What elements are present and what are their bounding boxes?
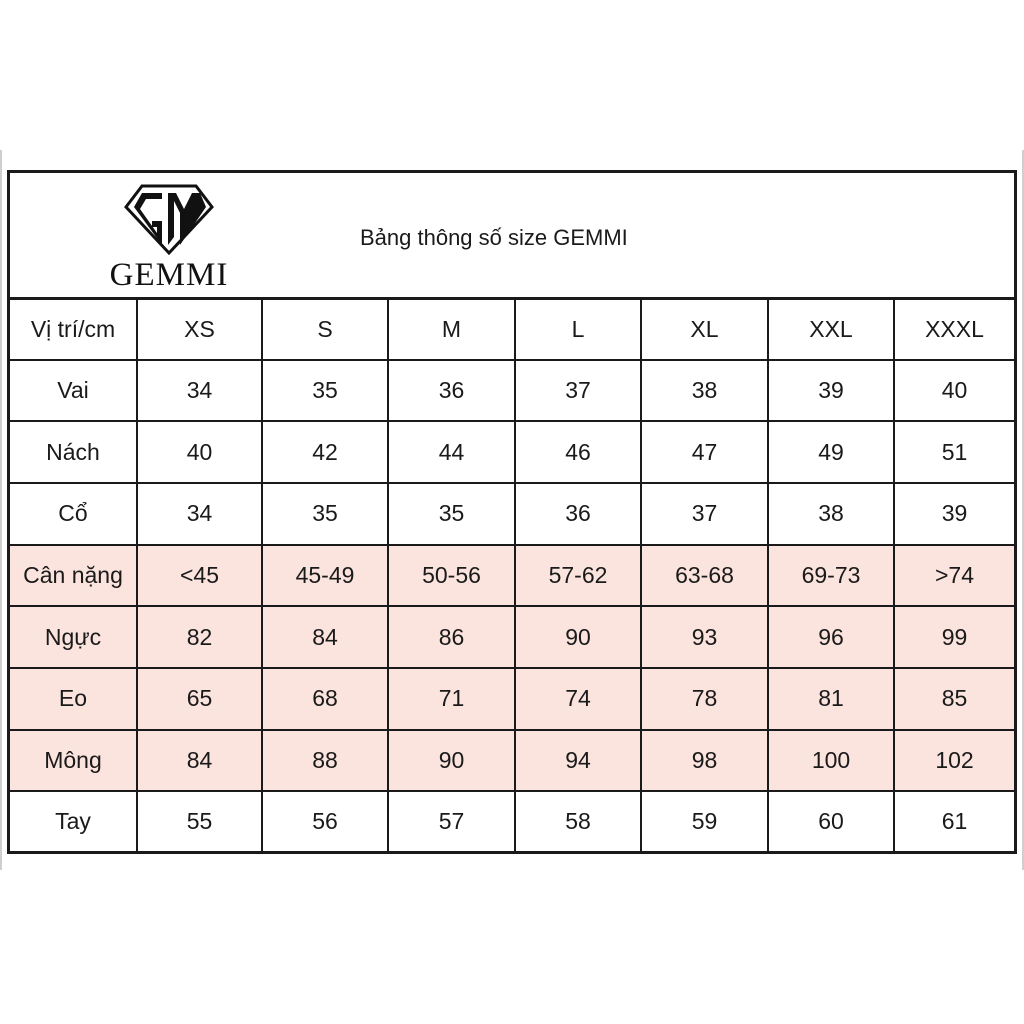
value-cell: 34	[137, 483, 262, 545]
value-cell: 36	[388, 360, 515, 422]
value-cell: 59	[641, 791, 768, 851]
value-cell: 61	[894, 791, 1014, 851]
value-cell: 88	[262, 730, 388, 792]
size-header-cell: M	[388, 300, 515, 360]
table-row-highlighted	[10, 730, 1014, 792]
row-label-cell: Vai	[10, 360, 137, 422]
value-cell: 42	[262, 421, 388, 483]
size-header-cell: S	[262, 300, 388, 360]
value-cell: 47	[641, 421, 768, 483]
page-title: Bảng thông số size GEMMI	[360, 225, 628, 250]
value-cell: 38	[641, 360, 768, 422]
value-cell: 84	[262, 606, 388, 668]
value-cell: 90	[515, 606, 641, 668]
size-header-cell: XL	[641, 300, 768, 360]
table-row	[10, 421, 1014, 483]
row-label-cell: Ngực	[10, 606, 137, 668]
value-cell: 44	[388, 421, 515, 483]
row-label-cell: Cổ	[10, 483, 137, 545]
value-cell: 68	[262, 668, 388, 730]
size-table	[10, 300, 1014, 851]
value-cell: 60	[768, 791, 894, 851]
value-cell: 36	[515, 483, 641, 545]
size-chart-sheet	[7, 170, 1017, 854]
value-cell: >74	[894, 545, 1014, 607]
value-cell: 63-68	[641, 545, 768, 607]
value-cell: 81	[768, 668, 894, 730]
value-cell: 86	[388, 606, 515, 668]
table-header-row	[10, 300, 1014, 360]
table-row-highlighted	[10, 606, 1014, 668]
row-label-cell: Tay	[10, 791, 137, 851]
value-cell: 45-49	[262, 545, 388, 607]
value-cell: 71	[388, 668, 515, 730]
value-cell: 51	[894, 421, 1014, 483]
size-header-cell: XXL	[768, 300, 894, 360]
gemmi-logo	[98, 179, 240, 297]
value-cell: 39	[768, 360, 894, 422]
table-row-highlighted	[10, 668, 1014, 730]
value-cell: 34	[137, 360, 262, 422]
size-header-cell: XS	[137, 300, 262, 360]
value-cell: 74	[515, 668, 641, 730]
table-row	[10, 791, 1014, 851]
value-cell: 100	[768, 730, 894, 792]
value-cell: 49	[768, 421, 894, 483]
value-cell: 82	[137, 606, 262, 668]
row-label-cell: Mông	[10, 730, 137, 792]
row-label-cell: Cân nặng	[10, 545, 137, 607]
left-edge-divider	[0, 150, 2, 870]
table-row-highlighted	[10, 545, 1014, 607]
value-cell: 94	[515, 730, 641, 792]
value-cell: <45	[137, 545, 262, 607]
value-cell: 35	[388, 483, 515, 545]
value-cell: 98	[641, 730, 768, 792]
value-cell: 69-73	[768, 545, 894, 607]
value-cell: 35	[262, 483, 388, 545]
value-cell: 46	[515, 421, 641, 483]
value-cell: 99	[894, 606, 1014, 668]
row-label-cell: Nách	[10, 421, 137, 483]
value-cell: 35	[262, 360, 388, 422]
gemmi-diamond-monogram-icon	[122, 183, 216, 255]
value-cell: 57-62	[515, 545, 641, 607]
value-cell: 50-56	[388, 545, 515, 607]
size-header-cell: XXXL	[894, 300, 1014, 360]
value-cell: 93	[641, 606, 768, 668]
value-cell: 55	[137, 791, 262, 851]
value-cell: 39	[894, 483, 1014, 545]
value-cell: 40	[137, 421, 262, 483]
value-cell: 37	[641, 483, 768, 545]
value-cell: 38	[768, 483, 894, 545]
value-cell: 37	[515, 360, 641, 422]
value-cell: 65	[137, 668, 262, 730]
value-cell: 57	[388, 791, 515, 851]
value-cell: 40	[894, 360, 1014, 422]
logo-wordmark: GEMMI	[109, 257, 229, 293]
value-cell: 85	[894, 668, 1014, 730]
value-cell: 90	[388, 730, 515, 792]
table-row	[10, 483, 1014, 545]
value-cell: 78	[641, 668, 768, 730]
value-cell: 84	[137, 730, 262, 792]
table-row	[10, 360, 1014, 422]
row-label-cell: Eo	[10, 668, 137, 730]
value-cell: 58	[515, 791, 641, 851]
size-header-cell: L	[515, 300, 641, 360]
size-chart-header	[10, 173, 1014, 300]
value-cell: 102	[894, 730, 1014, 792]
value-cell: 96	[768, 606, 894, 668]
value-cell: 56	[262, 791, 388, 851]
header-label-cell: Vị trí/cm	[10, 300, 137, 360]
